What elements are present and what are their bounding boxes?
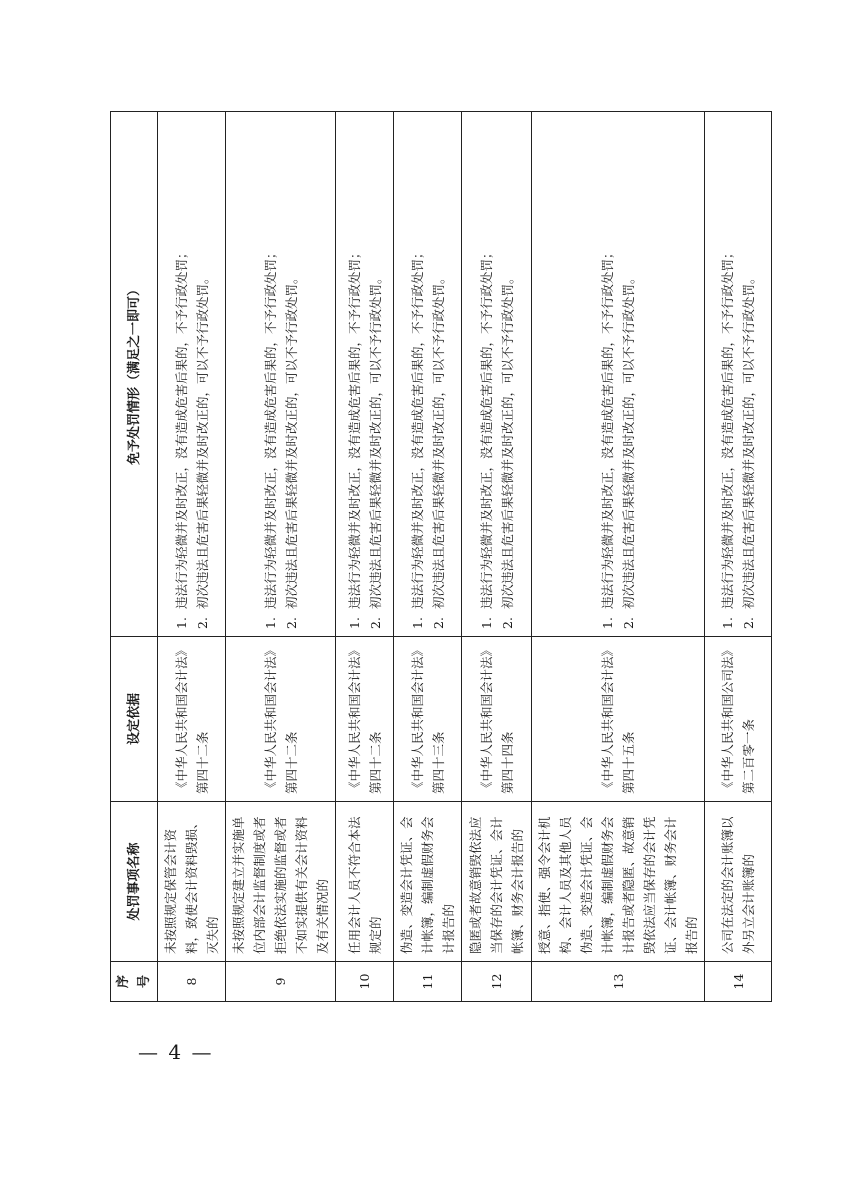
- header-exempt: 免予处罚情形（满足之一即可）: [111, 112, 158, 637]
- row-seq: 11: [394, 962, 462, 1002]
- row-exempt: [394, 112, 462, 637]
- row-name: 未按照规定保管会计资料，致使会计资料毁损、灭失的: [158, 802, 226, 962]
- row-basis: 《中华人民共和国会计法》第四十二条: [336, 637, 394, 802]
- exempt-item-2: 2.初次违法且危害后果轻微并及时改正的，可以不予行政处罚。: [194, 271, 210, 629]
- exempt-item-2: 2.初次违法且危害后果轻微并及时改正的，可以不予行政处罚。: [430, 271, 446, 629]
- exempt-item-2: 2.初次违法且危害后果轻微并及时改正的，可以不予行政处罚。: [621, 271, 636, 629]
- exempt-item-2: 2.初次违法且危害后果轻微并及时改正的，可以不予行政处罚。: [283, 271, 299, 629]
- table-row: [532, 112, 705, 1002]
- row-name: 隐匿或者故意销毁依法应当保存的会计凭证、会计帐簿、财务会计报告的: [462, 802, 532, 962]
- exempt-item-2: 2.初次违法且危害后果轻微并及时改正的，可以不予行政处罚。: [367, 271, 383, 629]
- row-name: 伪造、变造会计凭证、会计帐簿，编制虚假财务会计报告的: [394, 802, 462, 962]
- row-basis: 《中华人民共和国会计法》第四十五条: [532, 637, 705, 802]
- penalty-exemption-table: [110, 111, 772, 1002]
- row-name: 公司在法定的会计账簿以外另立会计账簿的: [705, 802, 772, 962]
- header-basis: 设定依据: [111, 637, 158, 802]
- row-exempt: [158, 112, 226, 637]
- exempt-item-1: 1.违法行为轻微并及时改正，没有造成危害后果的，不予行政处罚；: [600, 246, 615, 629]
- row-basis: 《中华人民共和国会计法》第四十三条: [394, 637, 462, 802]
- table-row: [462, 112, 532, 1002]
- row-seq: 10: [336, 962, 394, 1002]
- row-exempt: [705, 112, 772, 637]
- row-exempt: [532, 112, 705, 637]
- row-name: 授意、指使、强令会计机构、会计人员及其他人员伪造、变造会计凭证、会计帐簿，编制虚假财务会计报告或者隐匿、故意销毁依法应当保存的会计凭证、会计帐簿、财务会计报告的: [532, 802, 705, 962]
- exempt-item-1: 1.违法行为轻微并及时改正，没有造成危害后果的，不予行政处罚；: [346, 246, 362, 629]
- exempt-item-1: 1.违法行为轻微并及时改正，没有造成危害后果的，不予行政处罚；: [478, 246, 494, 629]
- row-seq: 13: [532, 962, 705, 1002]
- header-name: 处罚事项名称: [111, 802, 158, 962]
- table-row: [226, 112, 336, 1002]
- table-row: [394, 112, 462, 1002]
- page-number: — 4 —: [138, 1040, 214, 1064]
- row-exempt: [336, 112, 394, 637]
- exempt-item-1: 1.违法行为轻微并及时改正，没有造成危害后果的，不予行政处罚；: [173, 246, 189, 629]
- table-header-row: [111, 112, 158, 1002]
- row-seq: 12: [462, 962, 532, 1002]
- row-name: 未按照规定建立并实施单位内部会计监督制度或者拒绝依法实施的监督或者不如实提供有关会计资料及有关情况的: [226, 802, 336, 962]
- row-exempt: [226, 112, 336, 637]
- row-basis: 《中华人民共和国会计法》第四十四条: [462, 637, 532, 802]
- table-row: [336, 112, 394, 1002]
- exempt-item-2: 2.初次违法且危害后果轻微并及时改正的，可以不予行政处罚。: [741, 271, 756, 629]
- rotated-table-wrapper: [110, 112, 756, 1002]
- exempt-item-1: 1.违法行为轻微并及时改正，没有造成危害后果的，不予行政处罚；: [409, 246, 425, 629]
- table-row: [705, 112, 772, 1002]
- row-exempt: [462, 112, 532, 637]
- row-basis: 《中华人民共和国公司法》第二百零一条: [705, 637, 772, 802]
- exempt-item-2: 2.初次违法且危害后果轻微并及时改正的，可以不予行政处罚。: [499, 271, 515, 629]
- table-row: [158, 112, 226, 1002]
- header-seq: 序号: [111, 962, 158, 1002]
- row-seq: 8: [158, 962, 226, 1002]
- row-seq: 9: [226, 962, 336, 1002]
- exempt-item-1: 1.违法行为轻微并及时改正，没有造成危害后果的，不予行政处罚；: [720, 246, 735, 629]
- row-basis: 《中华人民共和国会计法》第四十二条: [158, 637, 226, 802]
- row-basis: 《中华人民共和国会计法》第四十二条: [226, 637, 336, 802]
- row-name: 任用会计人员不符合本法规定的: [336, 802, 394, 962]
- exempt-item-1: 1.违法行为轻微并及时改正，没有造成危害后果的，不予行政处罚；: [262, 246, 278, 629]
- row-seq: 14: [705, 962, 772, 1002]
